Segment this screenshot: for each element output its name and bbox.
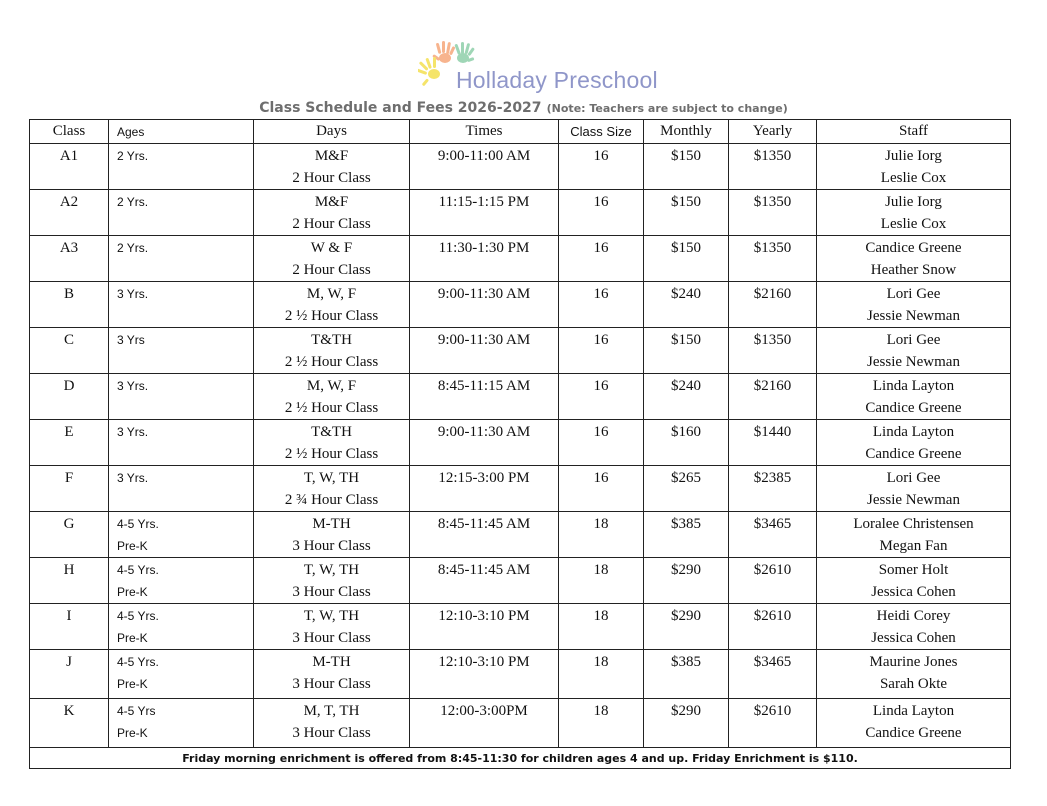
page-heading [0, 97, 1047, 116]
class-cell [30, 558, 109, 604]
days-text: 2 Hour Class [292, 216, 371, 232]
yearly-fee-text: $3465 [753, 516, 792, 532]
times-cell [410, 144, 559, 190]
monthly-fee-cell [644, 190, 729, 236]
staff-cell [817, 512, 1011, 558]
days-text: M, W, F [306, 378, 357, 394]
ages-cell [109, 328, 254, 374]
class-size-cell [559, 236, 644, 282]
monthly-fee-text: $240 [671, 378, 701, 394]
days-cell [254, 512, 410, 558]
staff-text: Julie Iorg [885, 194, 942, 210]
days-text: 2 ½ Hour Class [284, 354, 379, 370]
times-text: 8:45-11:15 AM [437, 378, 531, 394]
times-cell [410, 699, 559, 748]
ages-cell [109, 650, 254, 699]
ages-text: 4-5 Yrs [117, 704, 156, 718]
table-row [30, 420, 1011, 466]
days-text: W & F [310, 240, 353, 256]
class-size-text: 18 [593, 608, 609, 624]
ages-text: 3 Yrs. [117, 471, 149, 485]
days-cell [254, 328, 410, 374]
ages-text: Pre-K [117, 677, 148, 691]
yearly-fee-cell [729, 190, 817, 236]
class-size-cell [559, 144, 644, 190]
table-footer-row [30, 748, 1011, 769]
staff-text: Jessica Cohen [871, 584, 956, 600]
table-row [30, 374, 1011, 420]
days-text: 2 Hour Class [292, 170, 371, 186]
days-cell [254, 374, 410, 420]
class-text: J [66, 654, 72, 670]
table-row [30, 512, 1011, 558]
table-row [30, 236, 1011, 282]
monthly-fee-text: $240 [671, 286, 701, 302]
ages-text: Pre-K [117, 631, 148, 645]
days-text: 3 Hour Class [292, 676, 371, 692]
days-cell [254, 190, 410, 236]
days-text: 2 ¾ Hour Class [284, 492, 379, 508]
monthly-fee-cell [644, 466, 729, 512]
days-text: M, T, TH [303, 703, 360, 719]
days-cell [254, 144, 410, 190]
class-size-text: 18 [593, 562, 609, 578]
staff-cell [817, 328, 1011, 374]
table-row [30, 466, 1011, 512]
class-text: B [63, 286, 74, 302]
days-text: M-TH [312, 654, 351, 670]
table-row [30, 328, 1011, 374]
monthly-fee-text: $265 [671, 470, 701, 486]
staff-text: Lori Gee [886, 286, 941, 302]
header-times: Times [410, 120, 559, 144]
staff-text: Somer Holt [878, 562, 949, 578]
days-text: T&TH [311, 332, 352, 348]
ages-text: 3 Yrs. [117, 425, 149, 439]
ages-text: 2 Yrs. [117, 241, 149, 255]
class-size-text: 18 [593, 703, 609, 719]
times-cell [410, 236, 559, 282]
class-size-cell [559, 558, 644, 604]
monthly-fee-cell [644, 512, 729, 558]
staff-text: Linda Layton [872, 378, 955, 394]
yearly-fee-cell [729, 236, 817, 282]
days-text: M&F [314, 148, 349, 164]
preschool-logo [418, 40, 658, 96]
class-cell [30, 282, 109, 328]
class-text: K [63, 703, 75, 719]
times-text: 12:15-3:00 PM [438, 470, 530, 486]
class-size-text: 16 [593, 424, 609, 440]
yearly-fee-text: $3465 [753, 654, 792, 670]
yearly-fee-cell [729, 328, 817, 374]
days-cell [254, 236, 410, 282]
ages-text: 3 Yrs [117, 333, 145, 347]
times-cell [410, 190, 559, 236]
class-text: I [66, 608, 72, 624]
class-cell [30, 236, 109, 282]
days-cell [254, 558, 410, 604]
ages-text: 4-5 Yrs. [117, 655, 159, 669]
yearly-fee-cell [729, 558, 817, 604]
staff-text: Leslie Cox [880, 170, 947, 186]
days-cell [254, 650, 410, 699]
table-header-row [30, 120, 1011, 144]
staff-cell [817, 699, 1011, 748]
ages-cell [109, 190, 254, 236]
days-text: M, W, F [306, 286, 357, 302]
times-cell [410, 328, 559, 374]
yearly-fee-text: $1350 [753, 240, 792, 256]
monthly-fee-cell [644, 282, 729, 328]
monthly-fee-text: $290 [671, 703, 701, 719]
ages-cell [109, 144, 254, 190]
staff-cell [817, 236, 1011, 282]
staff-text: Megan Fan [879, 538, 948, 554]
staff-text: Jessica Cohen [871, 630, 956, 646]
staff-text: Candice Greene [865, 725, 962, 741]
ages-text: Pre-K [117, 585, 148, 599]
staff-text: Jessie Newman [867, 354, 960, 370]
class-size-cell [559, 374, 644, 420]
yearly-fee-cell [729, 466, 817, 512]
staff-text: Lori Gee [886, 470, 941, 486]
table-row [30, 604, 1011, 650]
yearly-fee-text: $1440 [753, 424, 792, 440]
times-cell [410, 282, 559, 328]
monthly-fee-cell [644, 650, 729, 699]
class-size-text: 16 [593, 378, 609, 394]
schedule-table [29, 119, 1011, 769]
days-cell [254, 604, 410, 650]
class-size-text: 16 [593, 286, 609, 302]
times-cell [410, 420, 559, 466]
yearly-fee-cell [729, 699, 817, 748]
times-cell [410, 604, 559, 650]
header-monthly: Monthly [644, 120, 729, 144]
staff-text: Leslie Cox [880, 216, 947, 232]
staff-cell [817, 144, 1011, 190]
ages-cell [109, 282, 254, 328]
table-row [30, 282, 1011, 328]
times-text: 8:45-11:45 AM [437, 562, 531, 578]
days-text: T&TH [311, 424, 352, 440]
times-text: 8:45-11:45 AM [437, 516, 531, 532]
header-class-size: Class Size [559, 120, 644, 144]
days-text: 3 Hour Class [292, 538, 371, 554]
heading-note: (Note: Teachers are subject to change) [546, 102, 788, 115]
yearly-fee-cell [729, 420, 817, 466]
times-cell [410, 374, 559, 420]
staff-text: Sarah Okte [879, 676, 948, 692]
class-size-text: 18 [593, 516, 609, 532]
class-size-text: 16 [593, 332, 609, 348]
days-text: 3 Hour Class [292, 630, 371, 646]
header-staff: Staff [817, 120, 1011, 144]
staff-text: Heidi Corey [876, 608, 951, 624]
times-text: 11:30-1:30 PM [438, 240, 530, 256]
yearly-fee-text: $2610 [753, 562, 792, 578]
staff-text: Loralee Christensen [853, 516, 974, 532]
class-text: H [63, 562, 75, 578]
class-size-cell [559, 420, 644, 466]
class-text: A2 [59, 194, 79, 210]
header-class: Class [30, 120, 109, 144]
days-text: M&F [314, 194, 349, 210]
staff-text: Jessie Newman [867, 308, 960, 324]
class-size-cell [559, 466, 644, 512]
days-cell [254, 466, 410, 512]
times-text: 9:00-11:30 AM [437, 424, 531, 440]
yearly-fee-text: $2610 [753, 703, 792, 719]
ages-text: Pre-K [117, 726, 148, 740]
times-cell [410, 466, 559, 512]
staff-text: Lori Gee [886, 332, 941, 348]
class-text: C [63, 332, 74, 348]
class-text: A1 [59, 148, 79, 164]
ages-cell [109, 420, 254, 466]
monthly-fee-cell [644, 236, 729, 282]
ages-text: 3 Yrs. [117, 287, 149, 301]
days-text: 2 Hour Class [292, 262, 371, 278]
staff-text: Maurine Jones [869, 654, 958, 670]
class-size-cell [559, 190, 644, 236]
ages-text: 2 Yrs. [117, 149, 149, 163]
ages-text: 3 Yrs. [117, 379, 149, 393]
class-size-cell [559, 699, 644, 748]
times-cell [410, 512, 559, 558]
staff-text: Jessie Newman [867, 492, 960, 508]
times-text: 12:00-3:00PM [440, 703, 528, 719]
class-size-text: 16 [593, 194, 609, 210]
staff-cell [817, 282, 1011, 328]
monthly-fee-cell [644, 374, 729, 420]
yearly-fee-text: $1350 [753, 194, 792, 210]
ages-text: 4-5 Yrs. [117, 563, 159, 577]
yearly-fee-cell [729, 374, 817, 420]
table-row [30, 650, 1011, 699]
monthly-fee-cell [644, 144, 729, 190]
table-row [30, 558, 1011, 604]
staff-cell [817, 420, 1011, 466]
class-cell [30, 144, 109, 190]
ages-cell [109, 374, 254, 420]
class-size-text: 16 [593, 148, 609, 164]
class-size-text: 16 [593, 470, 609, 486]
staff-text: Linda Layton [872, 703, 955, 719]
class-cell [30, 512, 109, 558]
staff-cell [817, 190, 1011, 236]
monthly-fee-text: $160 [671, 424, 701, 440]
yearly-fee-cell [729, 650, 817, 699]
staff-text: Candice Greene [865, 400, 962, 416]
class-size-cell [559, 328, 644, 374]
times-text: 11:15-1:15 PM [438, 194, 530, 210]
monthly-fee-text: $290 [671, 562, 701, 578]
days-text: 3 Hour Class [292, 725, 371, 741]
staff-cell [817, 604, 1011, 650]
yearly-fee-cell [729, 604, 817, 650]
ages-cell [109, 236, 254, 282]
times-cell [410, 558, 559, 604]
days-text: T, W, TH [303, 608, 360, 624]
monthly-fee-text: $150 [671, 240, 701, 256]
class-size-text: 18 [593, 654, 609, 670]
class-size-cell [559, 604, 644, 650]
class-cell [30, 466, 109, 512]
table-row [30, 190, 1011, 236]
logo-text: Holladay Preschool [456, 67, 658, 93]
ages-text: 2 Yrs. [117, 195, 149, 209]
ages-text: Pre-K [117, 539, 148, 553]
ages-text: 4-5 Yrs. [117, 517, 159, 531]
yearly-fee-cell [729, 512, 817, 558]
class-cell [30, 420, 109, 466]
yearly-fee-text: $2610 [753, 608, 792, 624]
yearly-fee-cell [729, 144, 817, 190]
table-row [30, 699, 1011, 748]
ages-text: 4-5 Yrs. [117, 609, 159, 623]
table-row [30, 144, 1011, 190]
class-text: D [63, 378, 75, 394]
monthly-fee-text: $150 [671, 194, 701, 210]
ages-cell [109, 512, 254, 558]
class-text: E [64, 424, 74, 440]
ages-cell [109, 699, 254, 748]
days-text: 2 ½ Hour Class [284, 308, 379, 324]
class-cell [30, 190, 109, 236]
monthly-fee-cell [644, 558, 729, 604]
monthly-fee-text: $385 [671, 516, 701, 532]
class-size-cell [559, 650, 644, 699]
header-yearly: Yearly [729, 120, 817, 144]
yearly-fee-text: $2160 [753, 378, 792, 394]
ages-cell [109, 604, 254, 650]
staff-cell [817, 374, 1011, 420]
header-ages: Ages [109, 120, 254, 144]
monthly-fee-cell [644, 420, 729, 466]
class-text: F [64, 470, 74, 486]
staff-cell [817, 558, 1011, 604]
times-text: 9:00-11:30 AM [437, 332, 531, 348]
class-size-cell [559, 512, 644, 558]
staff-text: Candice Greene [865, 446, 962, 462]
times-text: 12:10-3:10 PM [438, 608, 530, 624]
times-cell [410, 650, 559, 699]
days-text: M-TH [312, 516, 351, 532]
days-text: 2 ½ Hour Class [284, 446, 379, 462]
days-text: 3 Hour Class [292, 584, 371, 600]
class-cell [30, 604, 109, 650]
monthly-fee-text: $290 [671, 608, 701, 624]
enrichment-note: Friday morning enrichment is offered from 8:45-11:30 for children ages 4 and up. Friday Enrichment is $110. [30, 748, 1011, 769]
days-cell [254, 420, 410, 466]
header-days: Days [254, 120, 410, 144]
class-cell [30, 699, 109, 748]
times-text: 12:10-3:10 PM [438, 654, 530, 670]
class-text: A3 [59, 240, 79, 256]
ages-cell [109, 466, 254, 512]
days-cell [254, 699, 410, 748]
staff-text: Heather Snow [870, 262, 957, 278]
class-size-cell [559, 282, 644, 328]
days-text: T, W, TH [303, 470, 360, 486]
monthly-fee-text: $385 [671, 654, 701, 670]
monthly-fee-cell [644, 328, 729, 374]
monthly-fee-text: $150 [671, 148, 701, 164]
days-text: T, W, TH [303, 562, 360, 578]
class-cell [30, 328, 109, 374]
monthly-fee-text: $150 [671, 332, 701, 348]
days-text: 2 ½ Hour Class [284, 400, 379, 416]
staff-text: Candice Greene [865, 240, 962, 256]
monthly-fee-cell [644, 604, 729, 650]
staff-cell [817, 466, 1011, 512]
class-size-text: 16 [593, 240, 609, 256]
staff-text: Julie Iorg [885, 148, 942, 164]
yearly-fee-text: $2160 [753, 286, 792, 302]
yearly-fee-cell [729, 282, 817, 328]
staff-cell [817, 650, 1011, 699]
yearly-fee-text: $1350 [753, 148, 792, 164]
class-cell [30, 374, 109, 420]
page-title: Class Schedule and Fees 2026-2027 [259, 100, 542, 116]
class-text: G [63, 516, 75, 532]
times-text: 9:00-11:30 AM [437, 286, 531, 302]
yearly-fee-text: $1350 [753, 332, 792, 348]
class-cell [30, 650, 109, 699]
staff-text: Linda Layton [872, 424, 955, 440]
days-cell [254, 282, 410, 328]
yearly-fee-text: $2385 [753, 470, 792, 486]
times-text: 9:00-11:00 AM [437, 148, 531, 164]
monthly-fee-cell [644, 699, 729, 748]
ages-cell [109, 558, 254, 604]
